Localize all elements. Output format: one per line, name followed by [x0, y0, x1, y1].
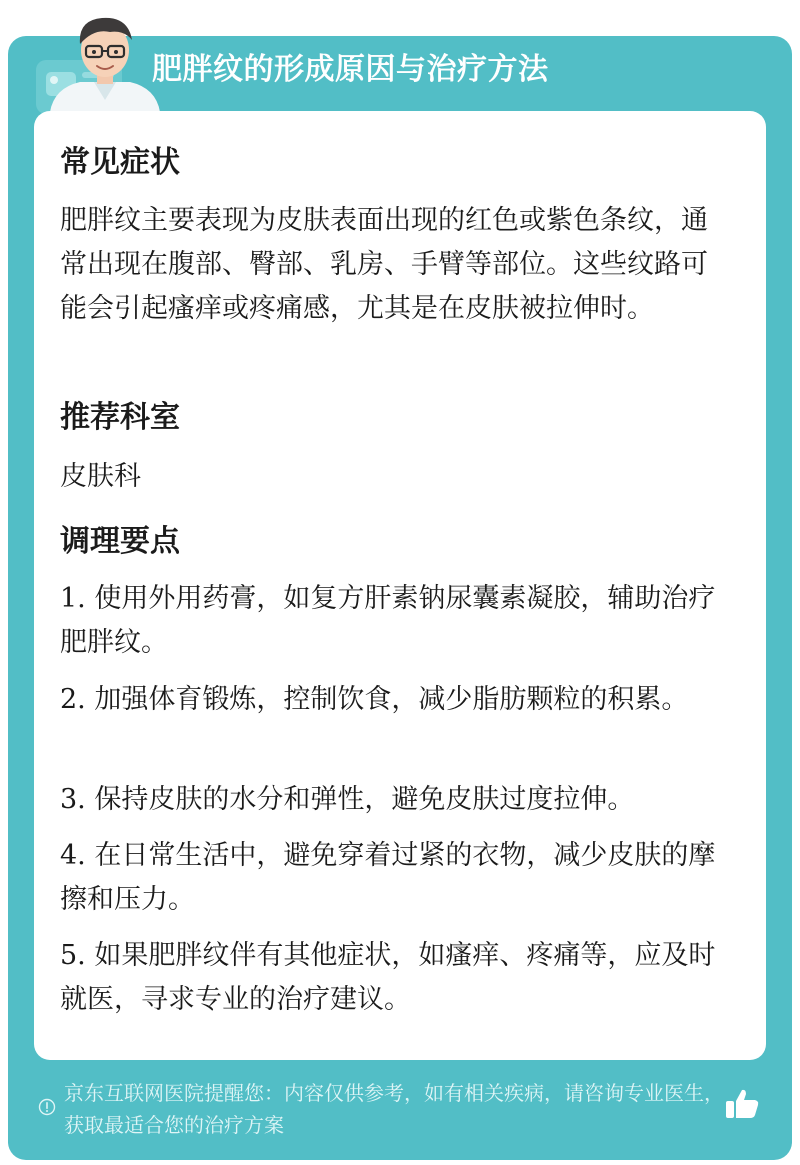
care-item-text: 如果肥胖纹伴有其他症状，如瘙痒、疼痛等，应及时就医，寻求专业的治疗建议。: [60, 940, 716, 1015]
symptoms-heading: 常见症状: [60, 145, 180, 180]
care-item-text: 使用外用药膏，如复方肝素钠尿囊素凝胶，辅助治疗肥胖纹。: [60, 583, 716, 658]
department-text: 皮肤科: [60, 461, 141, 492]
care-item-text: 在日常生活中，避免穿着过紧的衣物，减少皮肤的摩擦和压力。: [60, 840, 716, 915]
care-item: [60, 934, 740, 1022]
care-heading: 调理要点: [60, 524, 180, 559]
care-item: [60, 834, 740, 922]
care-item-text: 加强体育锻炼，控制饮食，减少脂肪颗粒的积累。: [94, 684, 689, 715]
care-item: [60, 678, 740, 722]
care-item: [60, 778, 740, 822]
care-item-text: 保持皮肤的水分和弹性，避免皮肤过度拉伸。: [94, 784, 635, 815]
disclaimer-text: 京东互联网医院提醒您：内容仅供参考，如有相关疾病，请咨询专业医生，获取最适合您的治疗方案: [64, 1081, 724, 1137]
care-item-number: 1.: [60, 583, 86, 614]
info-icon: [38, 1098, 56, 1116]
content-panel: [34, 111, 766, 1060]
thumbs-up-icon[interactable]: [722, 1084, 762, 1124]
page-title: 肥胖纹的形成原因与治疗方法: [152, 52, 549, 87]
care-item: [60, 577, 740, 665]
symptoms-text: 肥胖纹主要表现为皮肤表面出现的红色或紫色条纹，通常出现在腹部、臀部、乳房、手臂等部位。这些纹路可能会引起瘙痒或疼痛感，尤其是在皮肤被拉伸时。: [60, 205, 708, 324]
doctor-avatar-icon: [50, 8, 160, 112]
care-item-number: 4.: [60, 840, 86, 871]
care-item-number: 3.: [60, 784, 86, 815]
care-item-number: 5.: [60, 940, 86, 971]
care-item-number: 2.: [60, 684, 86, 715]
department-heading: 推荐科室: [60, 400, 180, 435]
